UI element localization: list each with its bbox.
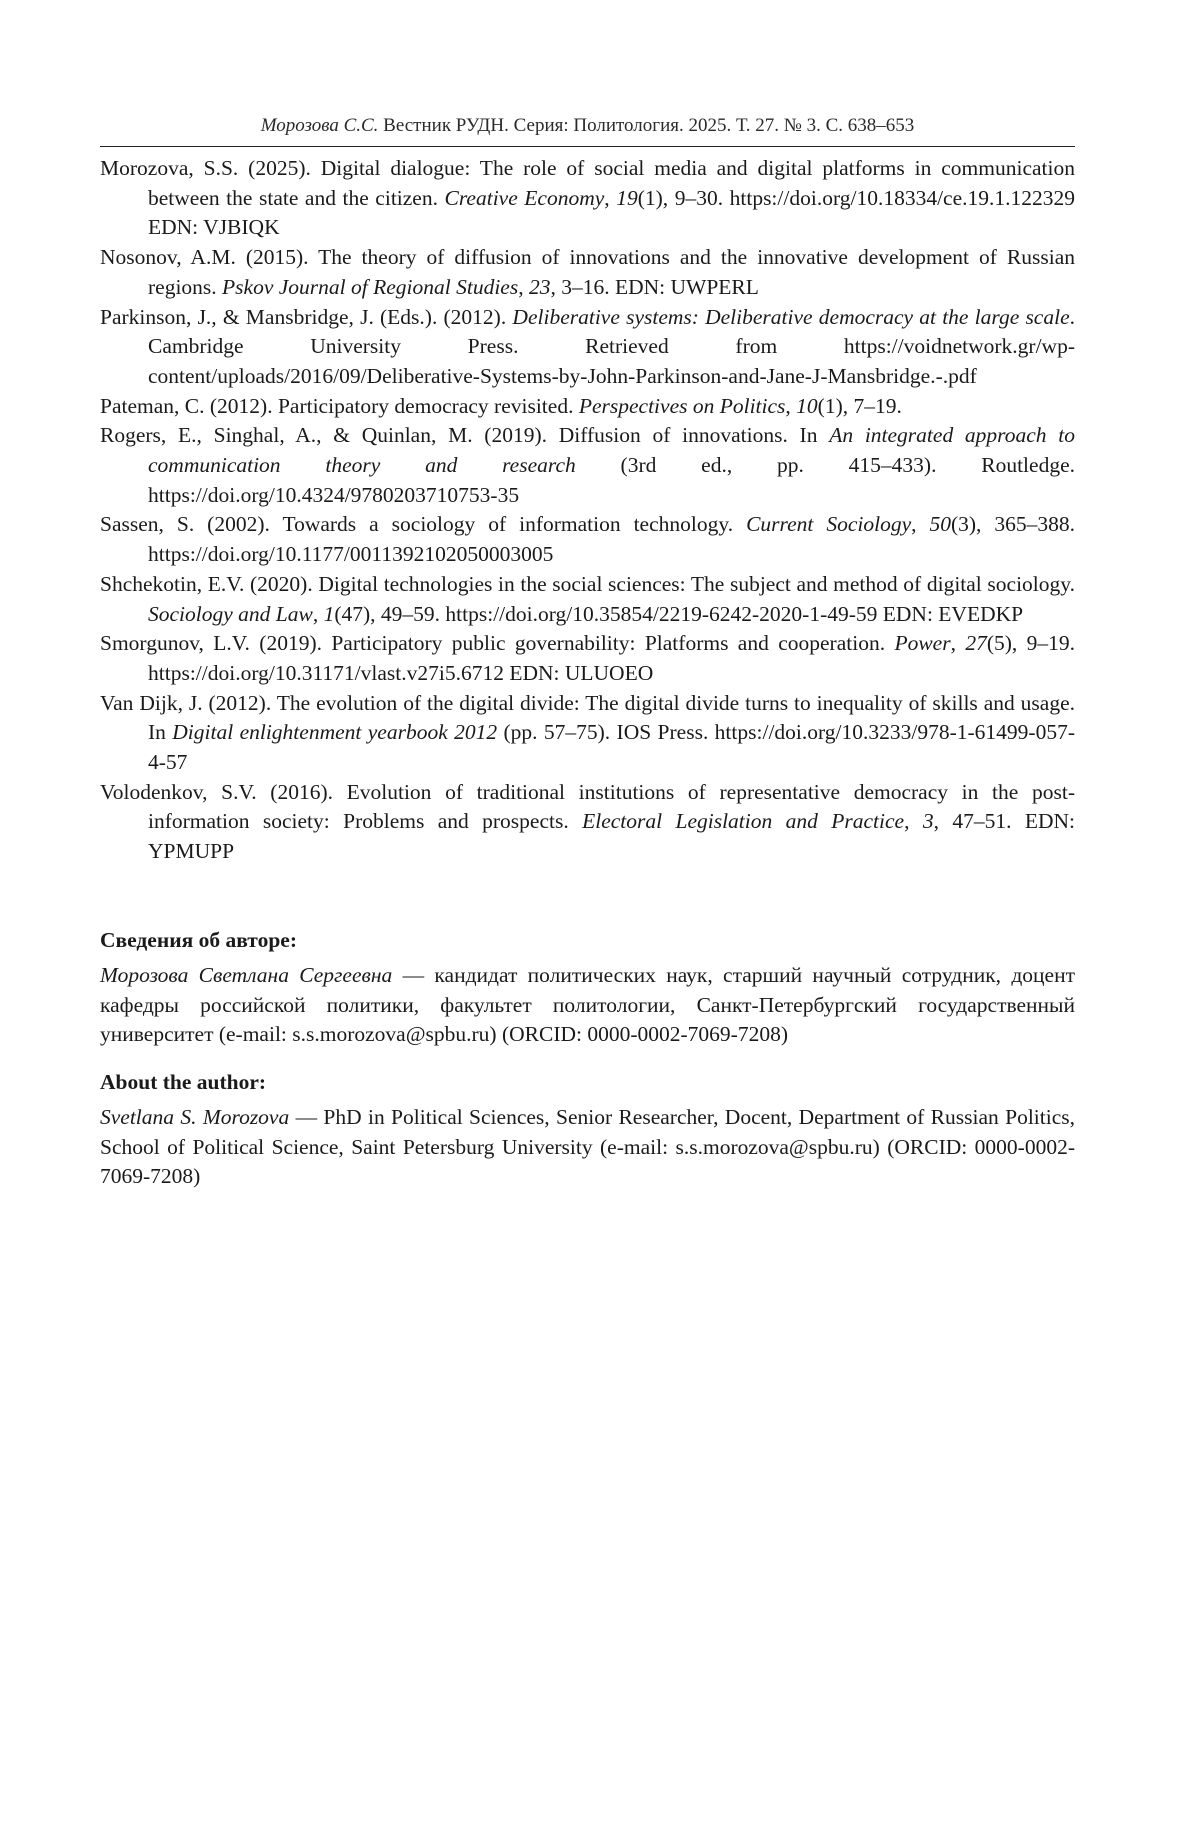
reference-item: Parkinson, J., & Mansbridge, J. (Eds.). (2012). Deliberative systems: Deliberative democracy at the large scale. Cambridge University Press. Retrieved from https://voidnetwork.gr/wp-content/uploads/2016/09/Deliberative-Systems-by-John-Parkinson-and-Jane-J-Mansbridge.-.pdf (100, 303, 1075, 392)
author-info-en (100, 1067, 1075, 1192)
author-info-ru (100, 925, 1075, 1050)
author-details-en: — PhD in Political Sciences, Senior Researcher, Docent, Department of Russian Politics, School of Political Science, Saint Petersburg University (e-mail: s.s.morozova@spbu.ru) (ORCID: 0000-0002-7069-7208) (100, 1105, 1075, 1188)
author-details-ru: — кандидат политических наук, старший научный сотрудник, доцент кафедры российской политики, факультет политологии, Санкт-Петербургский государственный университет (e-mail: s.s.morozova@spbu.ru) (ORCID: 0000-0002-7069-7208) (100, 963, 1075, 1046)
reference-item: Morozova, S.S. (2025). Digital dialogue: The role of social media and digital platforms in communication between the state and the citizen. Creative Economy, 19(1), 9–30. https://doi.org/10.18334/ce.19.1.122329 EDN: VJBIQK (100, 154, 1075, 243)
document-page (0, 0, 1200, 1834)
reference-item: Pateman, C. (2012). Participatory democracy revisited. Perspectives on Politics, 10(1), 7–19. (100, 392, 1075, 422)
reference-item: Smorgunov, L.V. (2019). Participatory public governability: Platforms and cooperation. Power, 27(5), 9–19. https://doi.org/10.31171/vlast.v27i5.6712 EDN: ULUOEO (100, 629, 1075, 688)
author-bio-ru (100, 961, 1075, 1050)
reference-item: Rogers, E., Singhal, A., & Quinlan, M. (2019). Diffusion of innovations. In An integrated approach to communication theory and research (3rd ed., pp. 415–433). Routledge. https://doi.org/10.4324/9780203710753-35 (100, 421, 1075, 510)
author-name-ru: Морозова Светлана Сергеевна (100, 963, 392, 987)
reference-item: Sassen, S. (2002). Towards a sociology of information technology. Current Sociology, 50(3), 365–388. https://doi.org/10.1177/0011392102050003005 (100, 510, 1075, 569)
author-name-en: Svetlana S. Morozova (100, 1105, 289, 1129)
reference-item: Volodenkov, S.V. (2016). Evolution of traditional institutions of representative democracy in the post-information society: Problems and prospects. Electoral Legislation and Practice, 3, 47–51. EDN: YPMUPP (100, 778, 1075, 867)
running-header (100, 114, 1075, 138)
author-heading-en: About the author: (100, 1067, 1075, 1097)
reference-item: Van Dijk, J. (2012). The evolution of the digital divide: The digital divide turns to inequality of skills and usage. In Digital enlightenment yearbook 2012 (pp. 57–75). IOS Press. https://doi.org/10.3233/978-1-61499-057-4-57 (100, 689, 1075, 778)
reference-list (100, 154, 1075, 867)
reference-item: Shchekotin, E.V. (2020). Digital technologies in the social sciences: The subject and method of digital sociology. Sociology and Law, 1(47), 49–59. https://doi.org/10.35854/2219-6242-2020-1-49-59 EDN: EVEDKP (100, 570, 1075, 629)
reference-item: Nosonov, A.M. (2015). The theory of diffusion of innovations and the innovative development of Russian regions. Pskov Journal of Regional Studies, 23, 3–16. EDN: UWPERL (100, 243, 1075, 302)
author-bio-en (100, 1103, 1075, 1192)
header-rule (100, 146, 1075, 147)
running-header-journal: Вестник РУДН. Серия: Политология. 2025. Т. 27. № 3. С. 638–653 (383, 115, 914, 136)
author-heading-ru: Сведения об авторе: (100, 925, 1075, 955)
running-header-author: Морозова С.С. (261, 115, 379, 136)
